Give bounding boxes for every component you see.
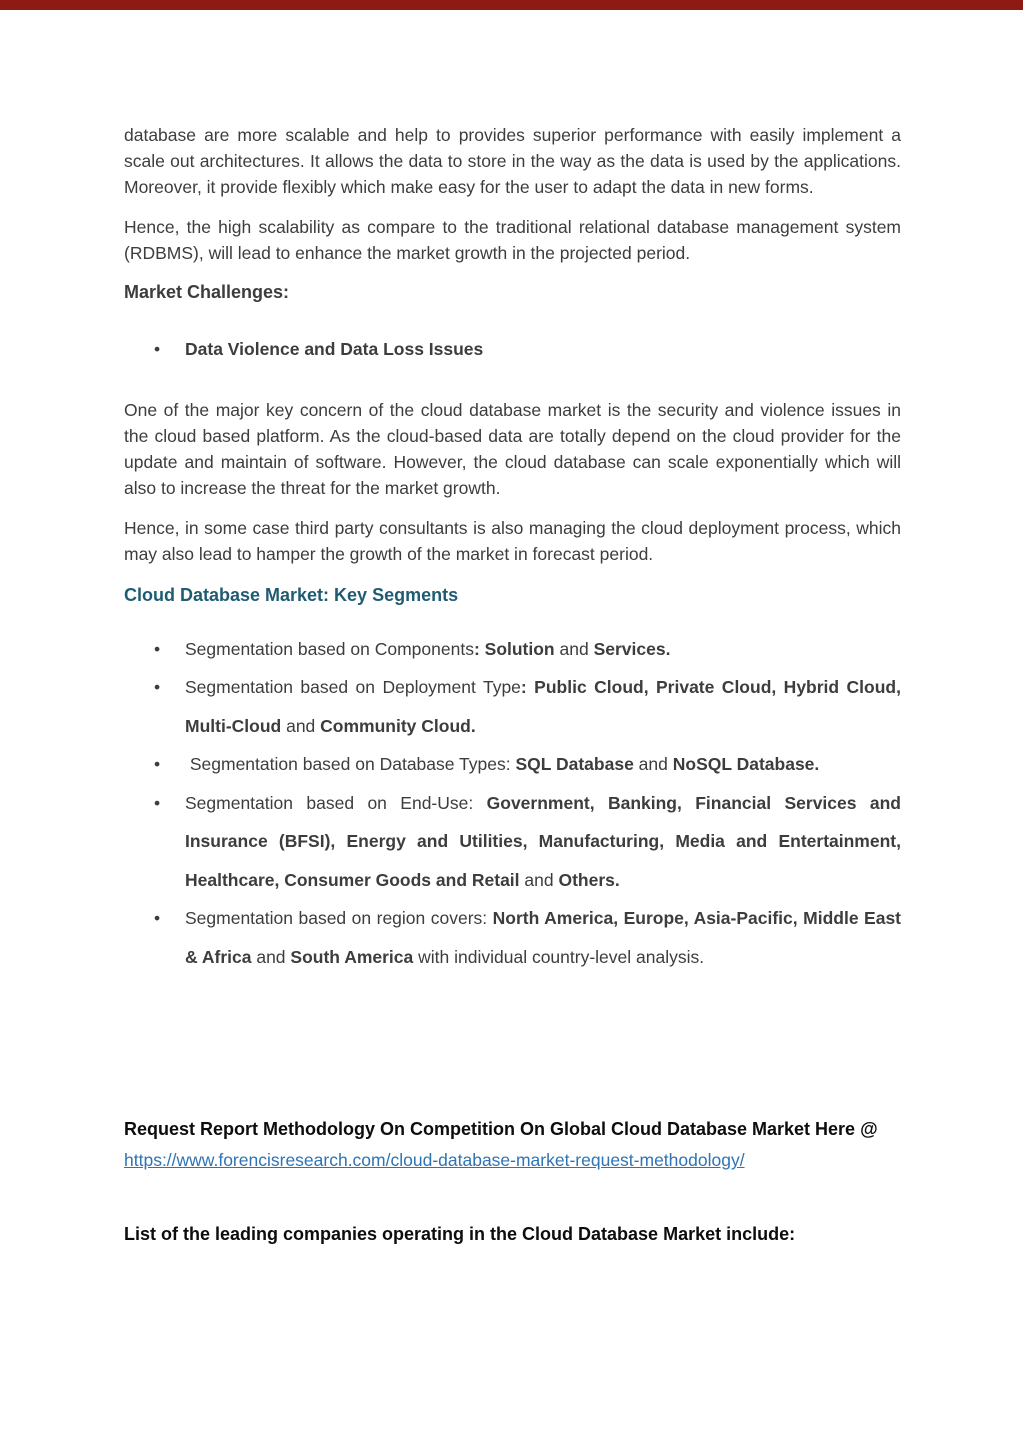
paragraph-scalability: database are more scalable and help to provides superior performance with easily implement a scale out architectures. It allows the data to store in the way as the data is used by the applications. Moreover, it provide flexibly which make easy for the user to adapt the data in new forms. [124,125,901,197]
list-item: • Segmentation based on region covers: North America, Europe, Asia-Pacific, Middle East & Africa and South America with individual country-level analysis. [124,899,901,976]
list-item: • Segmentation based on Deployment Type: Public Cloud, Private Cloud, Hybrid Cloud, Multi-Cloud and Community Cloud. [124,668,901,745]
paragraph-rdbms: Hence, the high scalability as compare to the traditional relational database management system (RDBMS), will lead to enhance the market growth in the projected period. [124,217,901,263]
request-methodology-block [124,1114,901,1176]
list-item: • Segmentation based on Database Types: SQL Database and NoSQL Database. [124,745,901,784]
request-methodology-heading: Request Report Methodology On Competition On Global Cloud Database Market Here @ [124,1119,878,1139]
challenge-bullet-list [124,330,901,369]
market-challenges-heading: Market Challenges: [124,282,290,302]
list-item: • Segmentation based on Components: Solution and Services. [124,630,901,669]
paragraph-security-concern: One of the major key concern of the cloud database market is the security and violence issues in the cloud based platform. As the cloud-based data are totally depend on the cloud provider for the update and maintain of software. However, the cloud database can scale exponentially which will also to increase the threat for the market growth. [124,399,901,498]
paragraph-third-party: Hence, in some case third party consultants is also managing the cloud deployment process, which may also lead to hamper the growth of the market in forecast period. [124,517,901,564]
key-segments-heading: Cloud Database Market: Key Segments [124,584,459,605]
request-methodology-link[interactable]: https://www.forencisresearch.com/cloud-database-market-request-methodology/ [124,1150,745,1170]
leading-companies-heading: List of the leading companies operating in the Cloud Database Market include: [124,1224,796,1244]
page-top-accent-bar [0,0,1023,10]
list-item: • Segmentation based on End-Use: Government, Banking, Financial Services and Insurance (BFSI), Energy and Utilities, Manufacturing, Media and Entertainment, Healthcare, Consumer Goods and Retail and Others. [124,784,901,900]
request-link-line [124,1145,901,1176]
segments-bullet-list [124,630,901,977]
list-item: • Data Violence and Data Loss Issues [124,330,901,369]
